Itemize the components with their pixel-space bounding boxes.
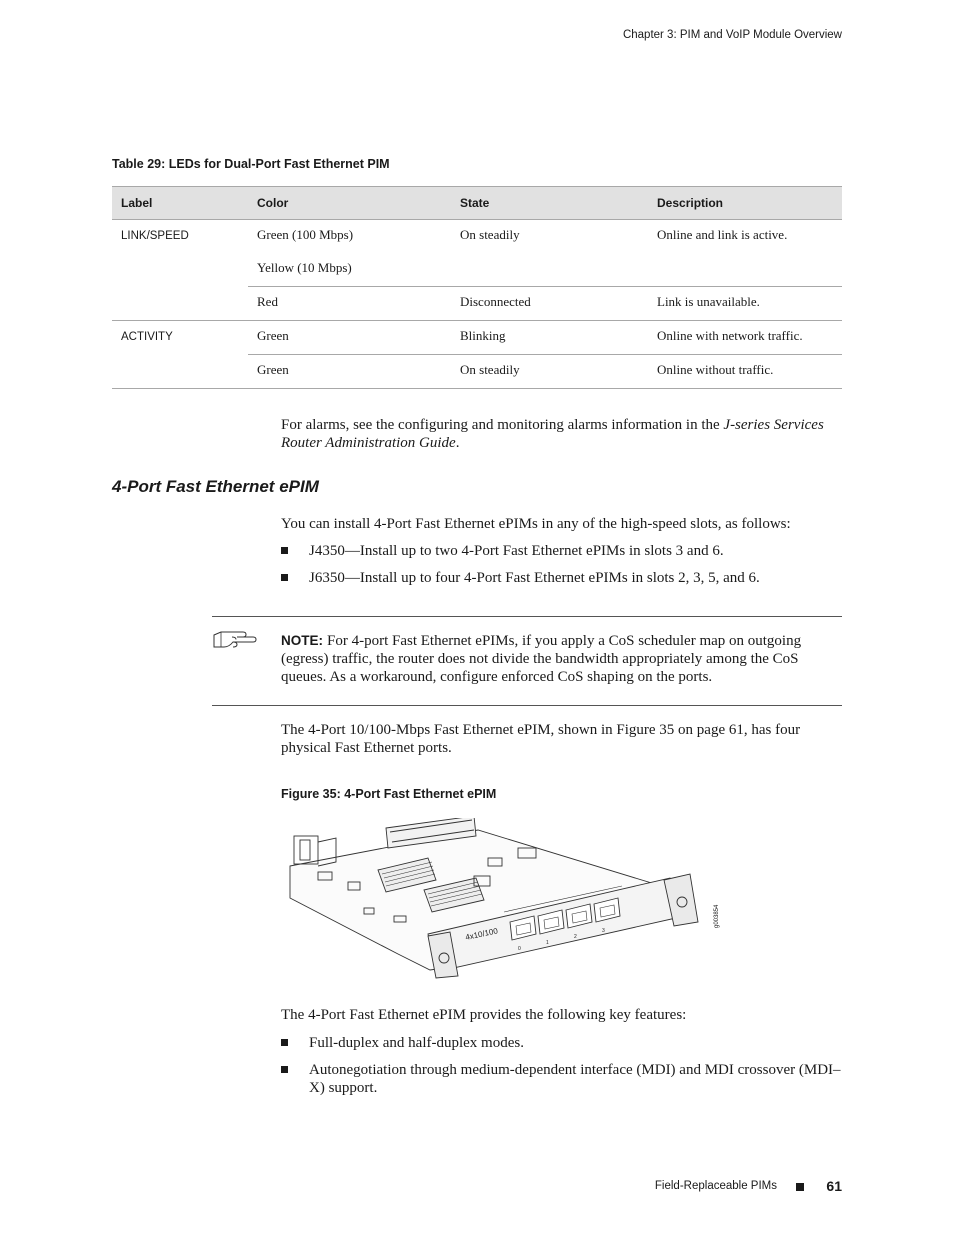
port-number: 3 [602, 928, 605, 934]
table-title: Table 29: LEDs for Dual-Port Fast Ethernet PIM [112, 157, 390, 171]
section-heading: 4-Port Fast Ethernet ePIM [112, 477, 319, 496]
led-color-cell [248, 321, 451, 355]
footer-bullet-icon [796, 1183, 804, 1191]
art-id: g003854 [714, 904, 720, 928]
led-label: LINK/SPEED [112, 220, 248, 321]
led-color-cell [248, 355, 451, 389]
led-color-cell [248, 287, 451, 321]
pointing-hand-icon [213, 627, 257, 649]
led-description-cell [648, 321, 842, 355]
footer-section: Field-Replaceable PIMs [654, 1180, 777, 1192]
led-state: Disconnected [460, 294, 531, 309]
port-number: 2 [574, 934, 577, 940]
port-number: 0 [518, 946, 521, 952]
led-description-cell [648, 355, 842, 389]
running-header: Chapter 3: PIM and VoIP Module Overview [622, 29, 842, 41]
list-item-text: J4350—Install up to two 4-Port Fast Ethernet ePIMs in slots 3 and 6. [309, 543, 724, 559]
column-header: Label [112, 187, 248, 220]
led-state-cell [451, 355, 648, 389]
led-color-cell [248, 220, 451, 287]
note-bottom-rule [212, 705, 842, 706]
led-state: On steadily [460, 362, 520, 377]
bullet-icon [281, 574, 288, 581]
page-number: 61 [826, 1178, 842, 1194]
epim-figure [278, 818, 728, 988]
bullet-icon [281, 547, 288, 554]
led-table [112, 186, 842, 389]
table-row [112, 321, 842, 355]
bullet-icon [281, 1066, 288, 1073]
list-item-text: J6350—Install up to four 4-Port Fast Ethernet ePIMs in slots 2, 3, 5, and 6. [309, 570, 760, 586]
column-header: Color [248, 187, 451, 220]
list-item [281, 1061, 843, 1097]
port-number: 1 [546, 940, 549, 946]
led-state-cell [451, 220, 648, 287]
list-item [281, 1034, 843, 1052]
features-intro: The 4-Port Fast Ethernet ePIM provides the following key features: [281, 1007, 687, 1023]
note-body: For 4-port Fast Ethernet ePIMs, if you apply a CoS scheduler map on outgoing (egress) traffic, the router does not divide the bandwidth appropriately among the CoS queues. As a workaround, configure enforced CoS shaping on the ports. [281, 633, 802, 685]
led-description-cell [648, 220, 842, 287]
led-description: Link is unavailable. [657, 294, 760, 309]
alarms-paragraph [281, 416, 843, 452]
led-state: On steadily [460, 227, 520, 242]
led-color: Yellow (10 Mbps) [257, 260, 352, 275]
list-item-text: Autonegotiation through medium-dependent interface (MDI) and MDI crossover (MDI–X) support. [309, 1062, 841, 1096]
alarms-end: . [455, 435, 460, 451]
led-color: Red [257, 294, 278, 309]
guide-title: J-series Services Router Administration Guide [281, 417, 824, 451]
list-item [281, 569, 843, 587]
note-label: NOTE: [281, 633, 323, 648]
led-state-cell [451, 287, 648, 321]
table-header-row [112, 187, 842, 220]
led-state-cell [451, 321, 648, 355]
note-text [281, 632, 843, 686]
bullet-icon [281, 1039, 288, 1046]
list-item-text: Full-duplex and half-duplex modes. [309, 1035, 524, 1051]
led-state: Blinking [460, 328, 506, 343]
led-description: Online with network traffic. [657, 328, 803, 343]
led-label: ACTIVITY [112, 321, 248, 389]
alarms-text: For alarms, see the configuring and monitoring alarms information in the [281, 417, 724, 433]
column-header: State [451, 187, 648, 220]
led-color: Green [257, 362, 289, 377]
column-header: Description [648, 187, 842, 220]
section-intro: You can install 4-Port Fast Ethernet ePIMs in any of the high-speed slots, as follows: [281, 516, 791, 532]
led-color: Green [257, 328, 289, 343]
port-label: 4x10/100 [464, 926, 499, 942]
led-color: Green (100 Mbps) [257, 227, 354, 242]
list-item [281, 542, 843, 560]
led-description-cell [648, 287, 842, 321]
figure-intro: The 4-Port 10/100-Mbps Fast Ethernet ePIM, shown in Figure 35 on page 61, has four physical Fast Ethernet ports. [281, 722, 801, 756]
led-description: Online and link is active. [657, 227, 788, 242]
figure-title: Figure 35: 4-Port Fast Ethernet ePIM [281, 787, 497, 801]
table-row [112, 220, 842, 287]
note-top-rule [212, 616, 842, 617]
led-description: Online without traffic. [657, 362, 774, 377]
